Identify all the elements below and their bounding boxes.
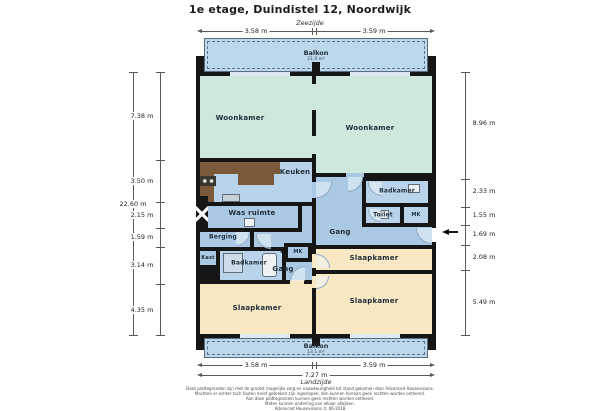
dim-line-right: [465, 72, 466, 336]
dim-tick: [461, 179, 470, 180]
dim-tick: [461, 245, 470, 246]
floor-plan-body: [196, 72, 436, 338]
wall-post: [196, 338, 204, 350]
disclaimer-line: Deze plattegronden zijn met de grootst mogelijke zorg en nauwkeurigheid tot stand gekomen door Advanced Housevisions.: [185, 386, 434, 391]
dim-bottom-total: 7.27 m: [304, 371, 328, 379]
entrance-arrow-tail: [449, 231, 458, 233]
entrance-door-opening: [432, 228, 436, 242]
arrow-left-icon: [197, 29, 202, 33]
arrow-right-icon: [430, 373, 435, 377]
dim-right-5: 5.49 m: [472, 298, 496, 306]
dim-right-1: 2.33 m: [472, 187, 496, 195]
page-title: 1e etage, Duindistel 12, Noordwijk: [188, 3, 412, 16]
room-label-mk-rechts: MK: [411, 212, 421, 218]
dim-tick: [156, 335, 165, 336]
dim-right-3: 1.69 m: [472, 230, 496, 238]
room-label-berging: Berging: [209, 233, 237, 241]
room-label-balkon-top: Balkon: [303, 48, 329, 57]
entrance-arrow-icon: [442, 229, 449, 235]
room-balkon-onder: [204, 338, 428, 358]
dim-left-0: 7.38 m: [130, 112, 154, 120]
wall-post: [428, 56, 436, 72]
dim-right-0: 8.96 m: [472, 119, 496, 127]
room-label-toilet: Toilet: [373, 211, 393, 219]
disclaimer-line: Advanced Housevisions © 06-2018: [274, 406, 346, 411]
dim-left-3: 1.59 m: [130, 233, 154, 241]
room-area-balkon-onder: 13.1 m²: [307, 349, 325, 355]
room-label-balkon-onder: Balkon: [303, 341, 329, 350]
room-area-balkon-top: 21.0 m²: [307, 56, 325, 62]
dim-left-5: 4.35 m: [130, 306, 154, 314]
mk-arrow-icon: [280, 249, 286, 255]
disclaimer-line: Mochten er echter toch fouten en/of gebreken zijn ingeslopen, dan kunnen hieraan geen rechten worden ontleend.: [194, 391, 426, 396]
dim-tick: [461, 270, 470, 271]
orientation-bottom-label: Landzijde: [300, 378, 332, 386]
wall-opening: [312, 136, 316, 154]
kitchen-island-icon: [238, 172, 274, 185]
dim-top-left: 3.58 m: [244, 27, 268, 35]
room-label-woonkamer-left: Woonkamer: [215, 114, 265, 122]
wall-post: [196, 56, 204, 72]
dim-tick: [156, 228, 165, 229]
dim-tick: [461, 207, 470, 208]
room-label-was-ruimte: Was ruimte: [228, 209, 276, 217]
room-label-slaapkamer-rechts-onder: Slaapkamer: [349, 297, 399, 305]
room-label-woonkamer-right: Woonkamer: [345, 124, 395, 132]
arrow-left-icon: [197, 363, 202, 367]
room-label-kast: Kast: [201, 255, 215, 261]
dim-tick: [129, 335, 138, 336]
dim-left-4: 3.14 m: [130, 261, 154, 269]
disclaimer: [130, 386, 490, 411]
dim-tick: [316, 362, 317, 369]
room-label-gang-onder: Gang: [272, 265, 294, 273]
arrow-left-icon: [197, 373, 202, 377]
dim-tick: [316, 28, 317, 35]
disclaimer-line: Aan deze plattegronden kunnen geen rechten worden ontleend.: [245, 396, 375, 401]
dim-tick: [156, 247, 165, 248]
dim-tick: [156, 202, 165, 203]
room-label-badkamer-boven: Badkamer: [379, 187, 415, 195]
room-label-slaapkamer-links: Slaapkamer: [232, 304, 282, 312]
dim-line-left: [160, 72, 161, 336]
wall-post: [428, 338, 436, 350]
dim-tick: [461, 335, 470, 336]
stove-icon: [200, 176, 216, 186]
orientation-top-label: Zeezijde: [296, 19, 324, 27]
dim-tick: [312, 28, 313, 35]
sink-icon: [222, 194, 240, 202]
room-label-slaapkamer-rechts-boven: Slaapkamer: [349, 254, 399, 262]
room-label-mk-midden: MK: [293, 249, 303, 255]
dim-tick: [312, 362, 313, 369]
glass-door: [350, 72, 410, 76]
disclaimer-line: Maten kunnen onderling van elkaar afwijken.: [265, 401, 355, 406]
dim-right-2: 1.55 m: [472, 211, 496, 219]
dim-tick: [156, 284, 165, 285]
glass-door: [230, 72, 290, 76]
dim-left-total: 22.60 m: [119, 200, 147, 208]
dim-bottom-left: 3.58 m: [244, 361, 268, 369]
dim-tick: [461, 225, 470, 226]
dim-tick: [156, 160, 165, 161]
arrow-right-icon: [430, 363, 435, 367]
dim-top-right: 3.59 m: [362, 27, 386, 35]
dim-right-4: 2.08 m: [472, 253, 496, 261]
dim-left-1: 3.50 m: [130, 177, 154, 185]
washing-machine-icon: [244, 218, 255, 227]
dim-left-2: 2.15 m: [130, 211, 154, 219]
dim-tick: [156, 72, 165, 73]
room-label-badkamer-onder: Badkamer: [231, 259, 267, 267]
dim-bottom-right: 3.59 m: [362, 361, 386, 369]
arrow-right-icon: [430, 29, 435, 33]
room-gang-verbinding: [302, 206, 312, 232]
shaft-cross-icon: [196, 196, 208, 232]
room-label-gang-boven: Gang: [329, 228, 351, 236]
wall-opening: [312, 84, 316, 110]
dim-tick: [461, 72, 470, 73]
dim-tick: [129, 72, 138, 73]
room-label-keuken: Keuken: [279, 168, 311, 176]
